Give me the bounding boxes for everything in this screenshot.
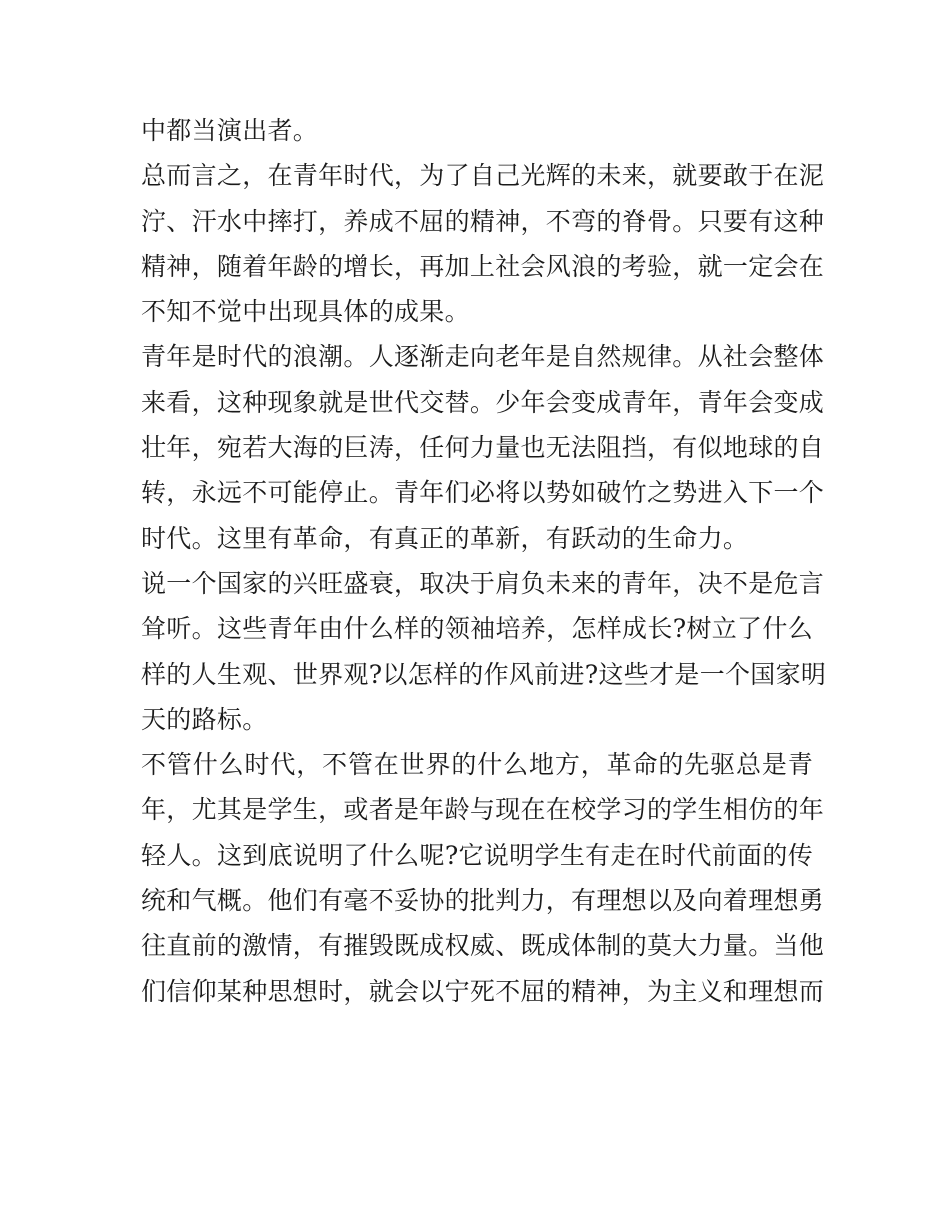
text-line: 统和气概。他们有毫不妥协的批判力，有理想以及向着理想勇 bbox=[141, 886, 825, 916]
text-line: 轻人。这到底说明了什么呢?它说明学生有走在时代前面的传 bbox=[141, 840, 813, 870]
text-line: 中都当演出者。 bbox=[141, 116, 319, 145]
text-line: 们信仰某种思想时，就会以宁死不屈的精神，为主义和理想而 bbox=[141, 976, 825, 1006]
text-line: 转，永远不可能停止。青年们必将以势如破竹之势进入下一个 bbox=[141, 478, 825, 508]
text-line: 样的人生观、世界观?以怎样的作风前进?这些才是一个国家明 bbox=[141, 659, 827, 689]
text-line: 往直前的激情，有摧毁既成权威、既成体制的莫大力量。当他 bbox=[141, 931, 825, 961]
text-line: 时代。这里有革命，有真正的革新，有跃动的生命力。 bbox=[141, 523, 749, 553]
text-line: 壮年，宛若大海的巨涛，任何力量也无法阻挡，有似地球的自 bbox=[141, 433, 825, 463]
text-line: 泞、汗水中摔打，养成不屈的精神，不弯的脊骨。只要有这种 bbox=[141, 206, 825, 236]
text-line: 不管什么时代，不管在世界的什么地方，革命的先驱总是青 bbox=[141, 750, 813, 780]
text-line: 总而言之，在青年时代，为了自己光辉的未来，就要敢于在泥 bbox=[141, 161, 825, 191]
text-line: 精神，随着年龄的增长，再加上社会风浪的考验，就一定会在 bbox=[141, 251, 825, 281]
text-line: 耸听。这些青年由什么样的领袖培养，怎样成长?树立了什么 bbox=[141, 614, 813, 644]
text-line: 来看，这种现象就是世代交替。少年会变成青年，青年会变成 bbox=[141, 387, 825, 417]
body-text bbox=[141, 108, 827, 1014]
text-line: 青年是时代的浪潮。人逐渐走向老年是自然规律。从社会整体 bbox=[141, 342, 825, 372]
text-line: 不知不觉中出现具体的成果。 bbox=[141, 297, 470, 327]
text-line: 天的路标。 bbox=[141, 704, 268, 734]
text-line: 说一个国家的兴旺盛衰，取决于肩负未来的青年，决不是危言 bbox=[141, 568, 825, 598]
text-line: 年，尤其是学生，或者是年龄与现在在校学习的学生相仿的年 bbox=[141, 795, 825, 825]
